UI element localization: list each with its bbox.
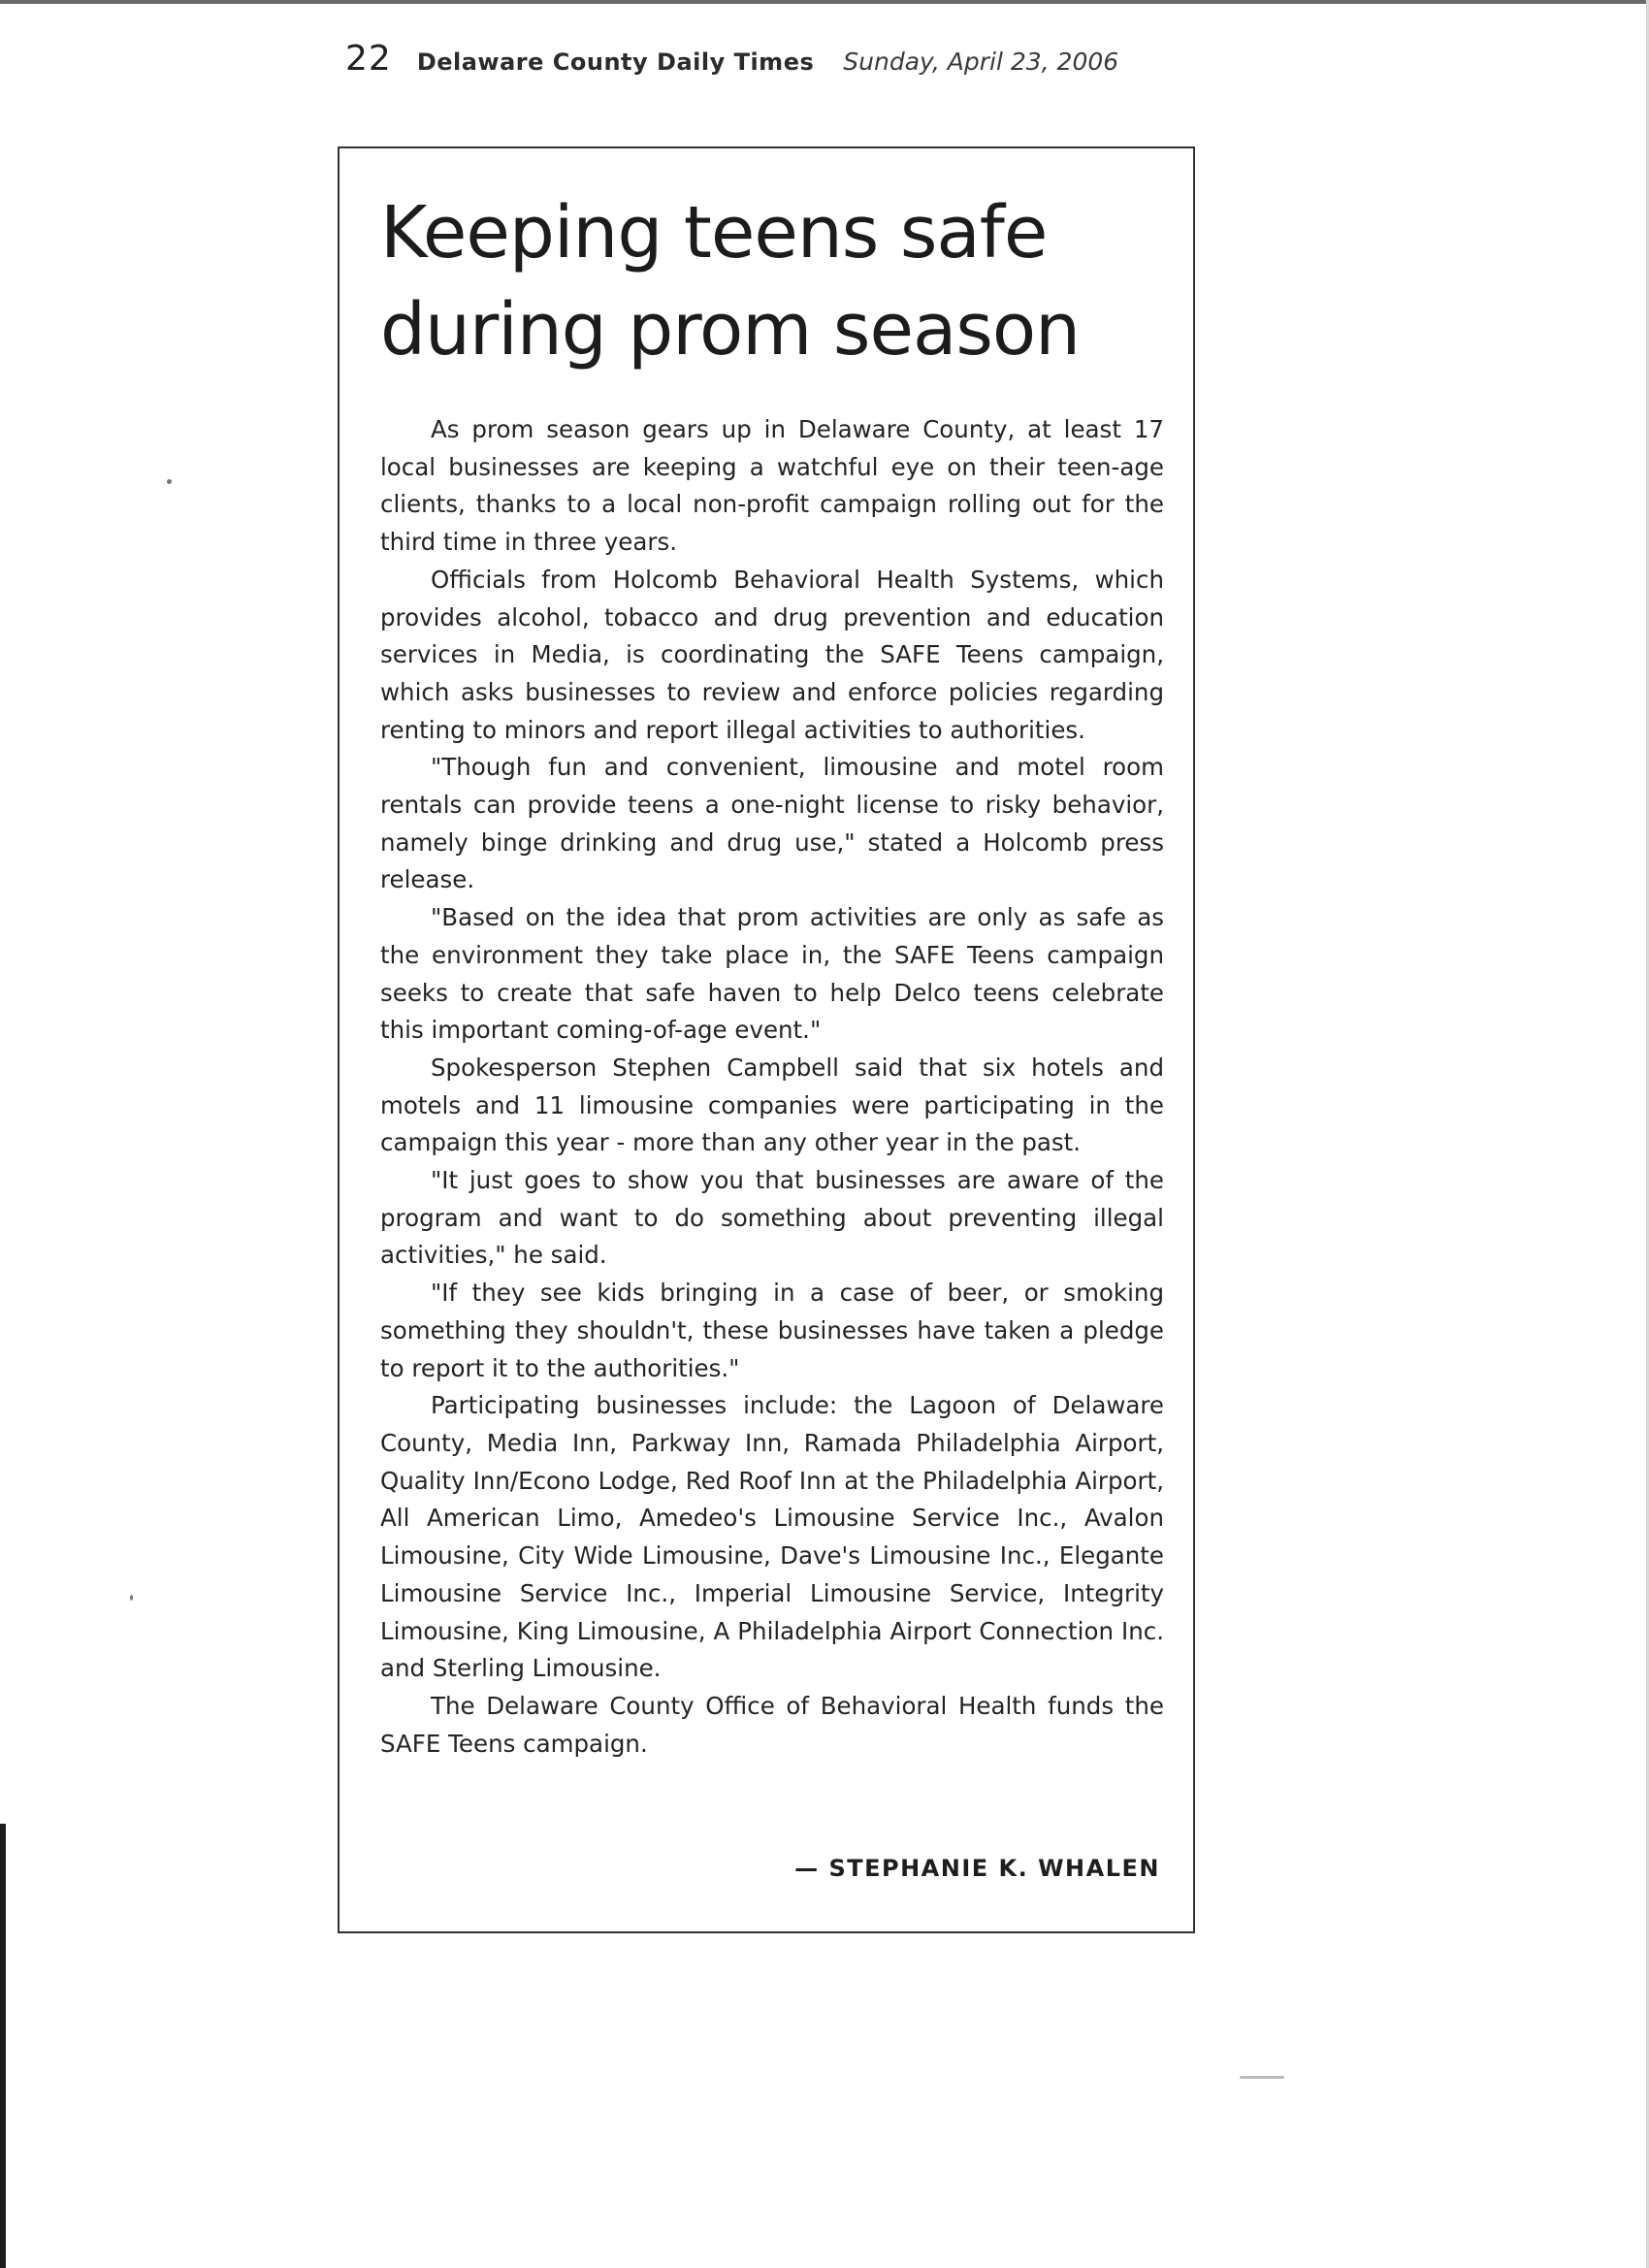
scan-top-edge: [0, 0, 1649, 4]
article-paragraph: "If they see kids bringing in a case of beer, or smoking something they shouldn't, these businesses have taken a pledge to report it to the authorities.": [380, 1279, 1164, 1382]
article-paragraph: Officials from Holcomb Behavioral Health Systems, which provides alcohol, tobacco and drug prevention and education services in Media, is coordinating the SAFE Teens campaign, which asks businesses to review and enforce policies regarding renting to minors and report illegal activities to authorities.: [380, 565, 1164, 744]
article-byline: — STEPHANIE K. WHALEN: [794, 1855, 1160, 1882]
article-body: [380, 411, 1164, 1763]
scan-left-edge: [0, 1824, 6, 2268]
article-paragraph: As prom season gears up in Delaware County, at least 17 local businesses are keeping a watchful eye on their teen-age clients, thanks to a local non-profit campaign rolling out for the third time in three years.: [380, 415, 1164, 557]
newspaper-header: [345, 39, 1118, 78]
scan-speck: [130, 1595, 133, 1601]
article-headline: Keeping teens safe during prom season: [380, 191, 1081, 372]
newspaper-name: Delaware County Daily Times: [416, 49, 815, 76]
article-paragraph: "Though fun and convenient, limousine and motel room rentals can provide teens a one-night license to risky behavior, namely binge drinking and drug use," stated a Holcomb press release.: [380, 753, 1164, 894]
publication-date: Sunday, April 23, 2006: [843, 48, 1119, 76]
scan-speck: [167, 479, 172, 484]
page-number: 22: [345, 39, 392, 79]
article-paragraph: The Delaware County Office of Behavioral Health funds the SAFE Teens campaign.: [380, 1691, 1164, 1758]
scan-speck: [1240, 2076, 1284, 2079]
article-paragraph: "Based on the idea that prom activities are only as safe as the environment they take place in, the SAFE Teens campaign seeks to create that safe haven to help Delco teens celebrate this important coming-of-age event.": [380, 903, 1164, 1045]
article-paragraph: Participating businesses include: the Lagoon of Delaware County, Media Inn, Parkway Inn, Ramada Philadelphia Airport, Quality Inn/Econo Lodge, Red Roof Inn at the Philadelphia Airport, All American Limo, Amedeo's Limousine Service Inc., Avalon Limousine, City Wide Limousine, Dave's Limousine Inc., Elegante Limousine Service Inc., Imperial Limousine Service, Integrity Limousine, King Limousine, A Philadelphia Airport Connection Inc. and Sterling Limousine.: [380, 1391, 1164, 1683]
article-paragraph: Spokesperson Stephen Campbell said that six hotels and motels and 11 limousine companies were participating in the campaign this year - more than any other year in the past.: [380, 1053, 1164, 1157]
article-paragraph: "It just goes to show you that businesses are aware of the program and want to do something about preventing illegal activities," he said.: [380, 1166, 1164, 1270]
